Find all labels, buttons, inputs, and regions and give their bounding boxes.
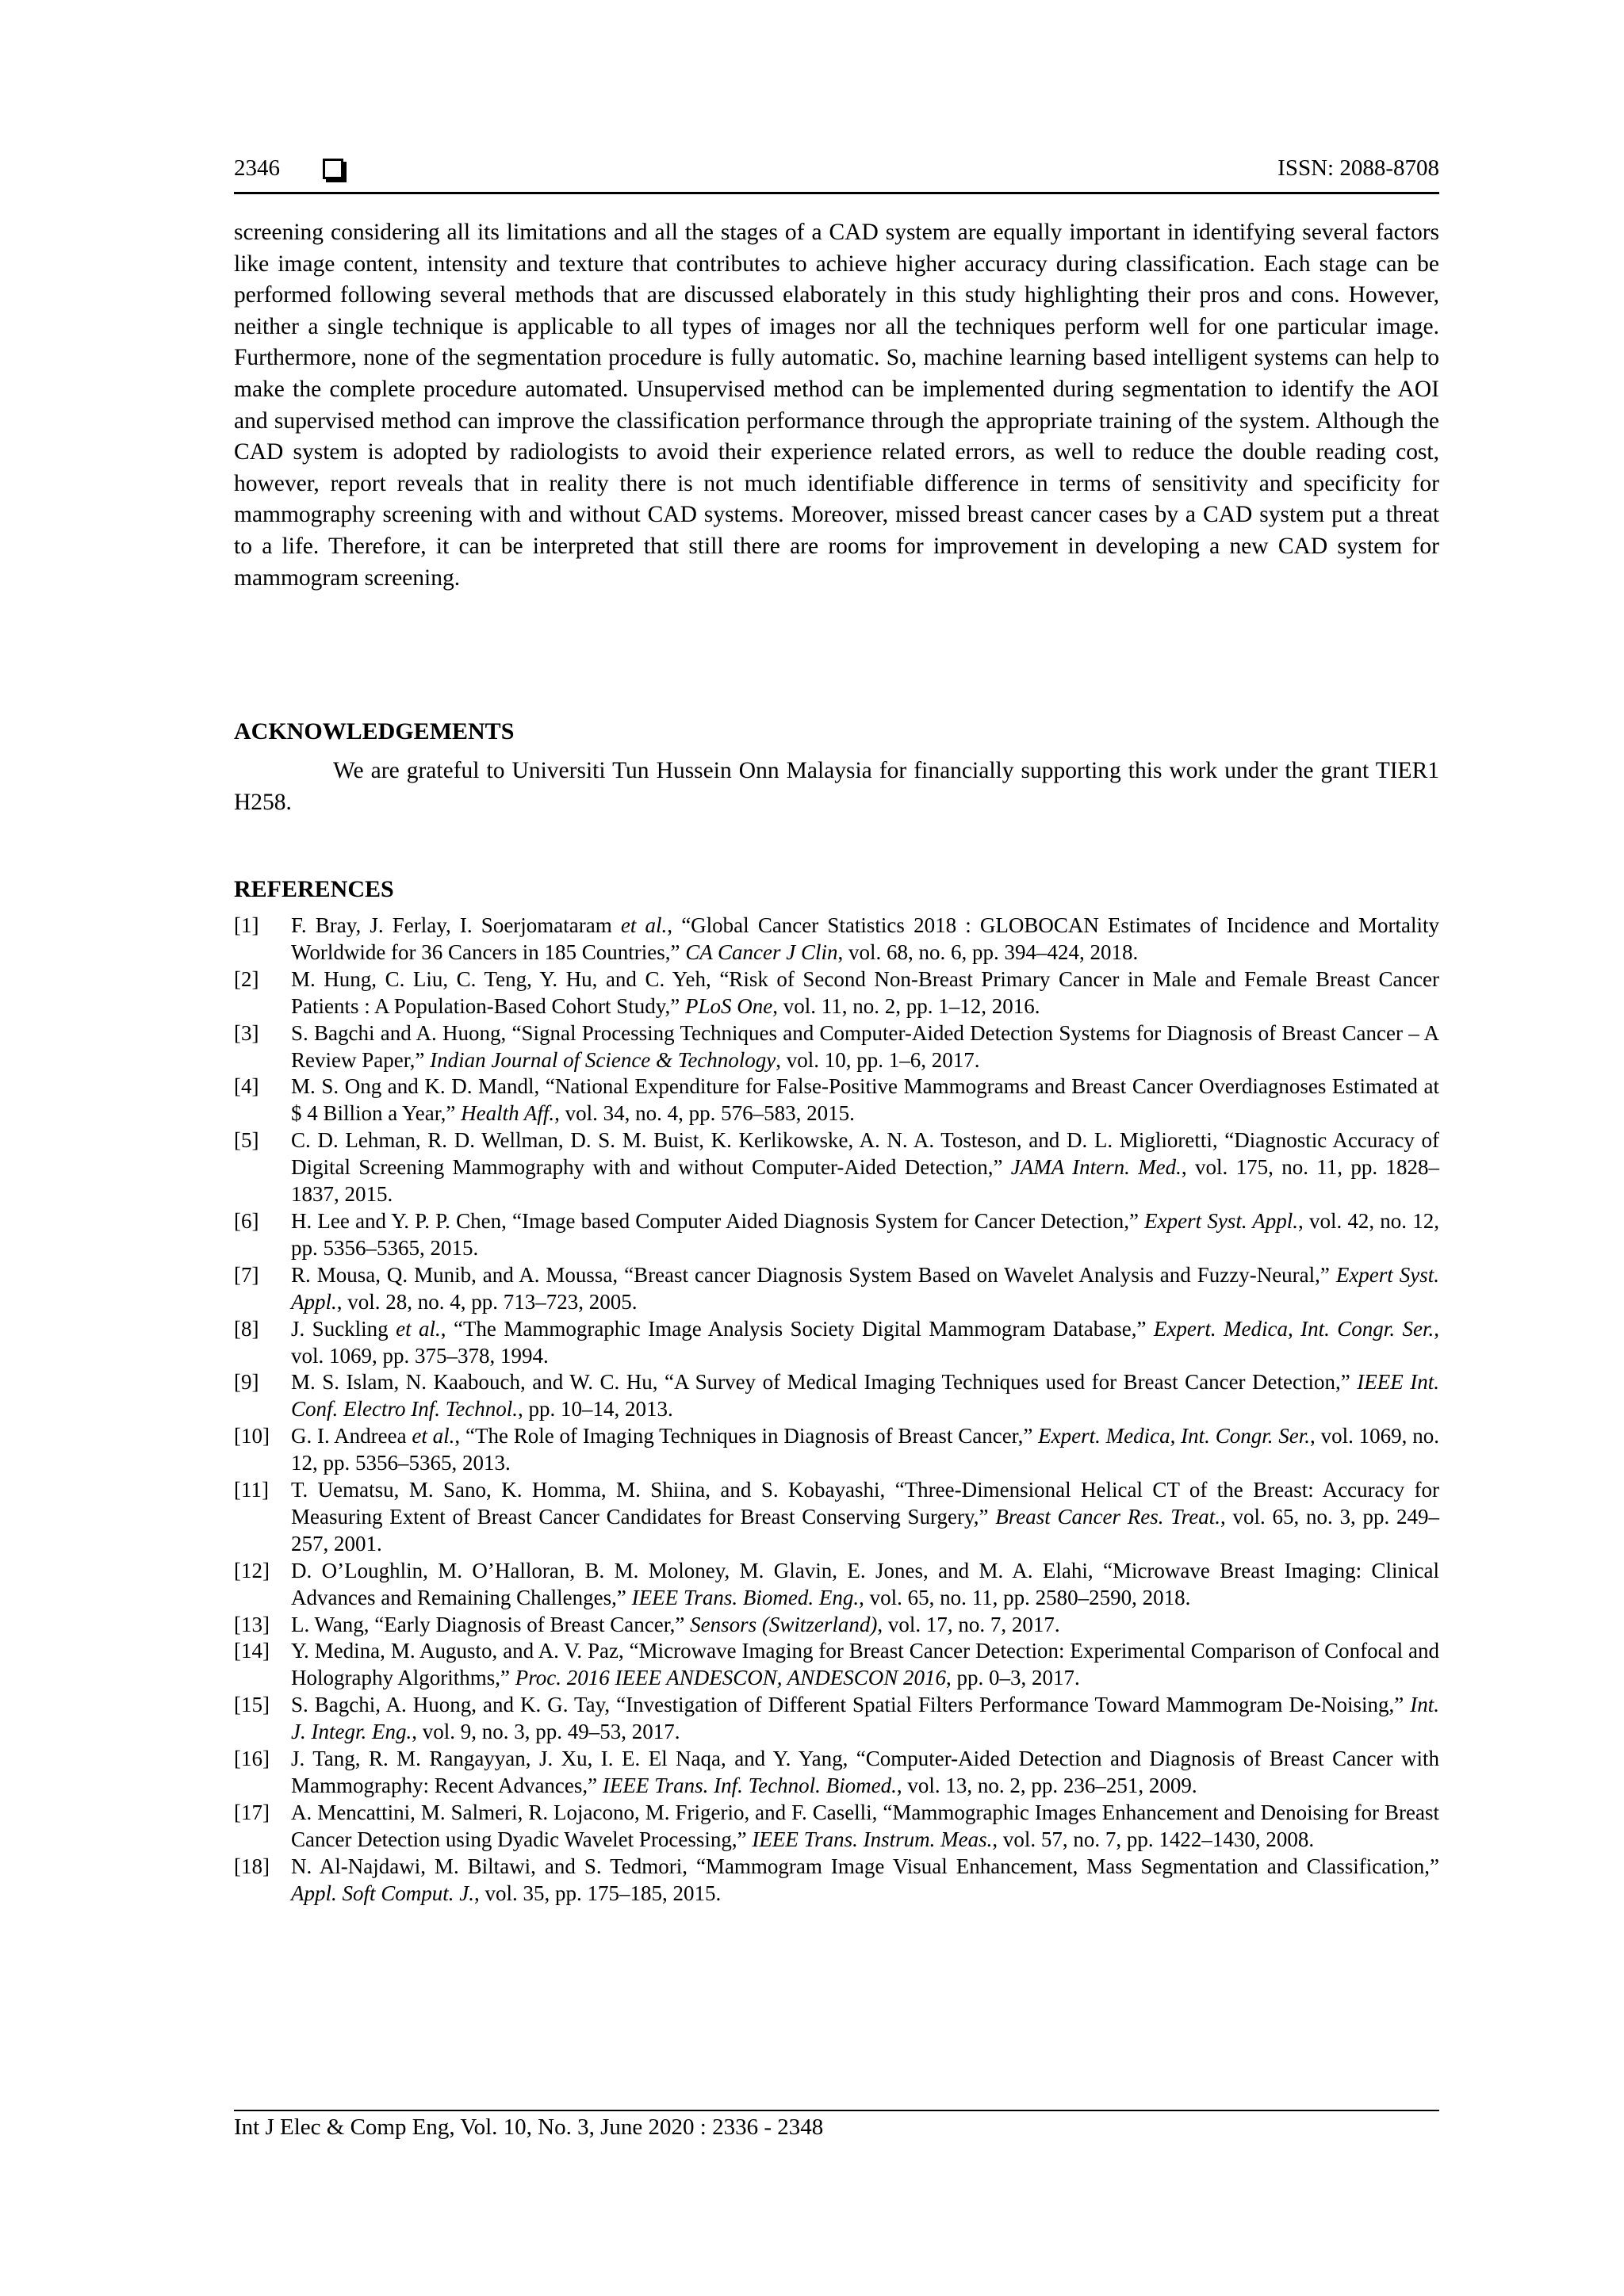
reference-text: Y. Medina, M. Augusto, and A. V. Paz, “Microwave Imaging for Breast Cancer Detection: Experimental Comparison of Confocal and Holography Algorithms,” xyxy=(291,1639,1439,1690)
reference-item xyxy=(234,1262,1439,1316)
header-rule xyxy=(234,192,1439,194)
acknowledgements-text: We are grateful to Universiti Tun Hussein Onn Malaysia for financially supporting this work under the grant TIER1 H258. xyxy=(234,758,1439,815)
reference-text: L. Wang, “Early Diagnosis of Breast Cancer,” xyxy=(291,1612,691,1636)
reference-number: [12] xyxy=(234,1558,270,1582)
reference-item xyxy=(234,966,1439,1020)
reference-item xyxy=(234,1854,1439,1908)
reference-italic: IEEE Trans. Biomed. Eng. xyxy=(631,1585,860,1609)
reference-text: M. S. Ong and K. D. Mandl, “National Expenditure for False-Positive Mammograms and Breast Cancer Overdiagnoses Estimated at $ 4 Billion a Year,” xyxy=(291,1074,1439,1126)
reference-italic: Expert Syst. Appl. xyxy=(291,1262,1439,1314)
reference-text: , vol. 57, no. 7, pp. 1422–1430, 2008. xyxy=(992,1827,1315,1851)
checkbox-square-icon xyxy=(323,159,343,179)
reference-number: [5] xyxy=(234,1128,259,1153)
reference-text: C. D. Lehman, R. D. Wellman, D. S. M. Buist, K. Kerlikowske, A. N. A. Tosteson, and D. L. Miglioretti, “Diagnostic Accuracy of Digital Screening Mammography with and without Computer-Aided Detection,” xyxy=(291,1128,1439,1180)
reference-item xyxy=(234,1316,1439,1370)
reference-number: [15] xyxy=(234,1693,270,1717)
reference-text: , vol. 65, no. 11, pp. 2580–2590, 2018. xyxy=(859,1585,1191,1609)
reference-italic: Health Aff. xyxy=(461,1101,555,1126)
reference-item xyxy=(234,1692,1439,1746)
reference-text: J. Tang, R. M. Rangayyan, J. Xu, I. E. El Naqa, and Y. Yang, “Computer-Aided Detection and Diagnosis of Breast Cancer with Mammography: Recent Advances,” xyxy=(291,1747,1439,1797)
reference-number: [13] xyxy=(234,1612,270,1636)
reference-text: M. Hung, C. Liu, C. Teng, Y. Hu, and C. Yeh, “Risk of Second Non-Breast Primary Cancer in Male and Female Breast Cancer Patients : A Population-Based Cohort Study,” xyxy=(291,966,1439,1018)
reference-number: [7] xyxy=(234,1262,259,1287)
issn-label: ISSN: 2088-8708 xyxy=(1277,155,1439,181)
reference-list xyxy=(234,913,1439,1908)
reference-italic: IEEE Int. Conf. Electro Inf. Technol. xyxy=(291,1370,1439,1422)
reference-item xyxy=(234,1208,1439,1262)
reference-text: D. O’Loughlin, M. O’Halloran, B. M. Moloney, M. Glavin, E. Jones, and M. A. Elahi, “Microwave Breast Imaging: Clinical Advances and Remaining Challenges,” xyxy=(291,1558,1439,1609)
reference-text: S. Bagchi and A. Huong, “Signal Processing Techniques and Computer-Aided Detection Systems for Diagnosis of Breast Cancer – A Review Paper,” xyxy=(291,1020,1439,1072)
reference-italic: PLoS One xyxy=(685,993,773,1018)
reference-italic: IEEE Trans. Inf. Technol. Biomed. xyxy=(602,1774,897,1797)
reference-italic: CA Cancer J Clin xyxy=(685,939,838,964)
reference-italic: Int. J. Integr. Eng. xyxy=(291,1693,1439,1744)
reference-text: N. Al-Najdawi, M. Biltawi, and S. Tedmori, “Mammogram Image Visual Enhancement, Mass Segmentation and Classification,” xyxy=(291,1854,1439,1878)
references-heading: REFERENCES xyxy=(234,876,394,902)
reference-text: , vol. 1069, no. 12, pp. 5356–5365, 2013. xyxy=(291,1424,1439,1475)
reference-italic: Expert. Medica, Int. Congr. Ser. xyxy=(1153,1316,1434,1341)
reference-text: , “The Role of Imaging Techniques in Diagnosis of Breast Cancer,” xyxy=(454,1424,1039,1448)
reference-number: [6] xyxy=(234,1208,259,1233)
reference-item xyxy=(234,913,1439,966)
acknowledgements-heading: ACKNOWLEDGEMENTS xyxy=(234,718,515,744)
reference-text: , vol. 28, no. 4, pp. 713–723, 2005. xyxy=(336,1289,638,1314)
reference-number: [10] xyxy=(234,1424,270,1448)
reference-item xyxy=(234,1746,1439,1800)
reference-italic: IEEE Trans. Instrum. Meas. xyxy=(752,1827,993,1851)
reference-text: J. Suckling xyxy=(291,1316,396,1341)
body-paragraph: screening considering all its limitations and all the stages of a CAD system are equally important in identifying several factors like image content, intensity and texture that contributes to achieve higher accuracy during classification. Each stage can be performed following several methods that are discussed elaborately in this study highlighting their pros and cons. However, neither a single technique is applicable to all types of images nor all the techniques perform well for one particular image. Furthermore, none of the segmentation procedure is fully automatic. So, machine learning based intelligent systems can help to make the complete procedure automated. Unsupervised method can be implemented during segmentation to identify the AOI and supervised method can improve the classification performance through the appropriate training of the system. Although the CAD system is adopted by radiologists to avoid their experience related errors, as well to reduce the double reading cost, however, report reveals that in reality there is not much identifiable difference in terms of sensitivity and specificity for mammography screening with and without CAD systems. Moreover, missed breast cancer cases by a CAD system put a threat to a life. Therefore, it can be interpreted that still there are rooms for improvement in developing a new CAD system for mammogram screening. xyxy=(234,220,1439,591)
reference-text: , vol. 42, no. 12, pp. 5356–5365, 2015. xyxy=(291,1208,1439,1260)
reference-text: , vol. 65, no. 3, pp. 249–257, 2001. xyxy=(291,1504,1439,1556)
reference-number: [17] xyxy=(234,1800,270,1824)
reference-number: [4] xyxy=(234,1074,259,1099)
reference-item xyxy=(234,1638,1439,1692)
reference-item xyxy=(234,1612,1439,1639)
reference-text: , vol. 1069, pp. 375–378, 1994. xyxy=(291,1316,1439,1368)
reference-text: S. Bagchi, A. Huong, and K. G. Tay, “Investigation of Different Spatial Filters Performance Toward Mammogram De-Noising,” xyxy=(291,1693,1411,1717)
reference-italic: Proc. 2016 IEEE ANDESCON, ANDESCON 2016 xyxy=(515,1666,946,1690)
reference-italic: et al. xyxy=(396,1316,441,1341)
reference-number: [3] xyxy=(234,1020,259,1045)
reference-italic: et al. xyxy=(620,913,668,937)
reference-item xyxy=(234,1800,1439,1854)
reference-text: , pp. 10–14, 2013. xyxy=(517,1397,673,1422)
page-footer: Int J Elec & Comp Eng, Vol. 10, No. 3, June 2020 : 2336 - 2348 xyxy=(234,2114,824,2140)
reference-italic: Breast Cancer Res. Treat. xyxy=(995,1504,1220,1529)
reference-text: M. S. Islam, N. Kaabouch, and W. C. Hu, “A Survey of Medical Imaging Techniques used for Breast Cancer Detection,” xyxy=(291,1370,1358,1395)
reference-number: [9] xyxy=(234,1370,259,1395)
reference-italic: et al. xyxy=(412,1424,455,1448)
reference-text: R. Mousa, Q. Munib, and A. Moussa, “Breast cancer Diagnosis System Based on Wavelet Analysis and Fuzzy-Neural,” xyxy=(291,1262,1336,1287)
reference-text: , vol. 34, no. 4, pp. 576–583, 2015. xyxy=(554,1101,855,1126)
reference-italic: Appl. Soft Comput. J. xyxy=(291,1881,474,1905)
reference-item xyxy=(234,1369,1439,1423)
reference-italic: Indian Journal of Science & Technology xyxy=(430,1047,776,1072)
reference-text: , vol. 13, no. 2, pp. 236–251, 2009. xyxy=(896,1774,1197,1797)
reference-number: [11] xyxy=(234,1478,269,1502)
page-header xyxy=(234,155,1439,190)
reference-italic: Expert. Medica, Int. Congr. Ser. xyxy=(1038,1424,1311,1448)
footer-rule xyxy=(234,2110,1439,2111)
reference-text: , pp. 0–3, 2017. xyxy=(945,1666,1080,1690)
reference-number: [18] xyxy=(234,1854,270,1878)
reference-italic: Sensors (Switzerland) xyxy=(690,1612,878,1636)
reference-italic: Expert Syst. Appl. xyxy=(1144,1208,1299,1233)
reference-text: T. Uematsu, M. Sano, K. Homma, M. Shiina, and S. Kobayashi, “Three-Dimensional Helical CT of the Breast: Accuracy for Measuring Extent of Breast Cancer Candidates for Breast Conserving Surgery,” xyxy=(291,1478,1439,1529)
reference-item xyxy=(234,1477,1439,1558)
reference-text: A. Mencattini, M. Salmeri, R. Lojacono, M. Frigerio, and F. Caselli, “Mammographic Images Enhancement and Denoising for Breast Cancer Detection using Dyadic Wavelet Processing,” xyxy=(291,1800,1439,1851)
reference-number: [2] xyxy=(234,966,259,991)
reference-number: [14] xyxy=(234,1639,270,1663)
reference-number: [16] xyxy=(234,1747,270,1771)
reference-text: , vol. 11, no. 2, pp. 1–12, 2016. xyxy=(772,993,1040,1018)
reference-number: [8] xyxy=(234,1316,259,1341)
reference-text: , vol. 10, pp. 1–6, 2017. xyxy=(776,1047,980,1072)
reference-item xyxy=(234,1423,1439,1477)
reference-text: G. I. Andreea xyxy=(291,1424,412,1448)
reference-text: , vol. 17, no. 7, 2017. xyxy=(877,1612,1060,1636)
reference-text: , “The Mammographic Image Analysis Society Digital Mammogram Database,” xyxy=(440,1316,1154,1341)
reference-text: H. Lee and Y. P. P. Chen, “Image based Computer Aided Diagnosis System for Cancer Detection,” xyxy=(291,1208,1145,1233)
reference-item xyxy=(234,1020,1439,1074)
reference-item xyxy=(234,1558,1439,1612)
reference-item xyxy=(234,1127,1439,1208)
reference-text: , vol. 68, no. 6, pp. 394–424, 2018. xyxy=(837,939,1139,964)
page-number: 2346 xyxy=(234,155,280,181)
reference-text: , vol. 9, no. 3, pp. 49–53, 2017. xyxy=(412,1720,680,1744)
reference-text: , vol. 35, pp. 175–185, 2015. xyxy=(474,1881,722,1905)
reference-text: F. Bray, J. Ferlay, I. Soerjomataram xyxy=(291,913,621,937)
reference-italic: JAMA Intern. Med. xyxy=(1010,1155,1182,1180)
reference-text: , vol. 175, no. 11, pp. 1828–1837, 2015. xyxy=(291,1155,1439,1207)
reference-text: , “Global Cancer Statistics 2018 : GLOBOCAN Estimates of Incidence and Mortality Worldwide for 36 Cancers in 185 Countries,” xyxy=(291,913,1439,964)
reference-item xyxy=(234,1073,1439,1127)
reference-number: [1] xyxy=(234,913,259,937)
